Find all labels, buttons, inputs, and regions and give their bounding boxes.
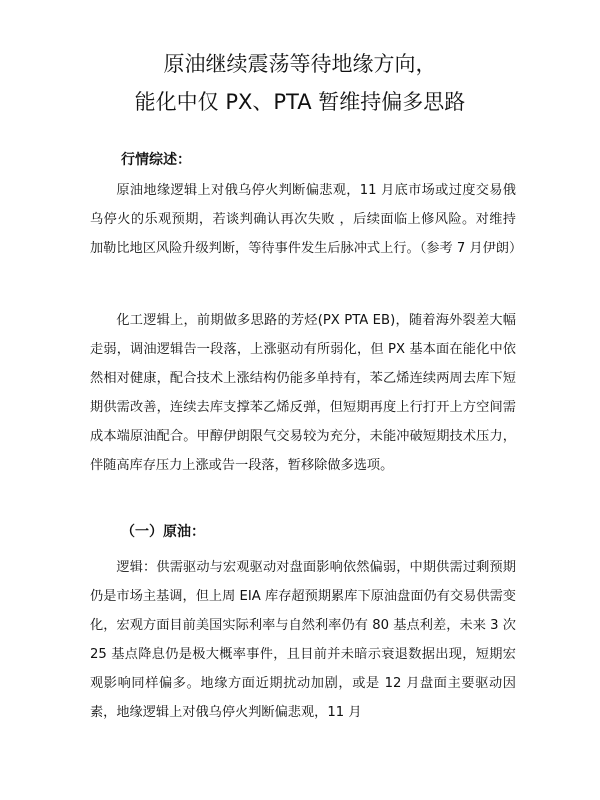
subsection-heading-crude-oil: （一）原油： bbox=[121, 524, 205, 540]
paragraph-crude-geopolitics: 原油地缘逻辑上对俄乌停火判断偏悲观，11 月底市场或过度交易俄乌停火的乐观预期，若谈判确认再次失败 ，后续面临上修风险。对维持加勒比地区风险升级判断，等待事件发生后脉冲式上行。（参考 7 月伊朗） bbox=[90, 183, 523, 256]
paragraph-crude-logic: 逻辑：供需驱动与宏观驱动对盘面影响依然偏弱，中期供需过剩预期仍是市场主基调，但上周 EIA 库存超预期累库下原油盘面仍有交易供需变化，宏观方面目前美国实际利率与自然利率仍有 80 基点利差，未来 3 次 25 基点降息仍是极大概率事件，且目前并未暗示衰退数据出现，短期宏观影响同样偏多。地缘方面近期扰动加剧，或是 12 月盘面主要驱动因素，地缘逻辑上对俄乌停火判断偏悲观，11 月 bbox=[90, 560, 516, 720]
document-title-line-2: 能化中仅 PX、PTA 暂维持偏多思路 bbox=[134, 90, 466, 114]
paragraph-chemical-logic: 化工逻辑上，前期做多思路的芳烃(PX PTA EB)，随着海外裂差大幅走弱，调油逻辑告一段落，上涨驱动有所弱化，但 PX 基本面在能化中依然相对健康，配合技术上涨结构仍能多单持有，苯乙烯连续两周去库下短期供需改善，连续去库支撑苯乙烯反弹，但短期再度上行打开上方空间需成本端原油配合。甲醇伊朗限气交易较为充分，未能冲破短期技术压力，伴随高库存压力上涨或告一段落，暂移除做多选项。 bbox=[90, 313, 516, 473]
section-heading-market-overview: 行情综述： bbox=[121, 152, 191, 168]
document-title-line-1: 原油继续震荡等待地缘方向， bbox=[163, 52, 437, 76]
